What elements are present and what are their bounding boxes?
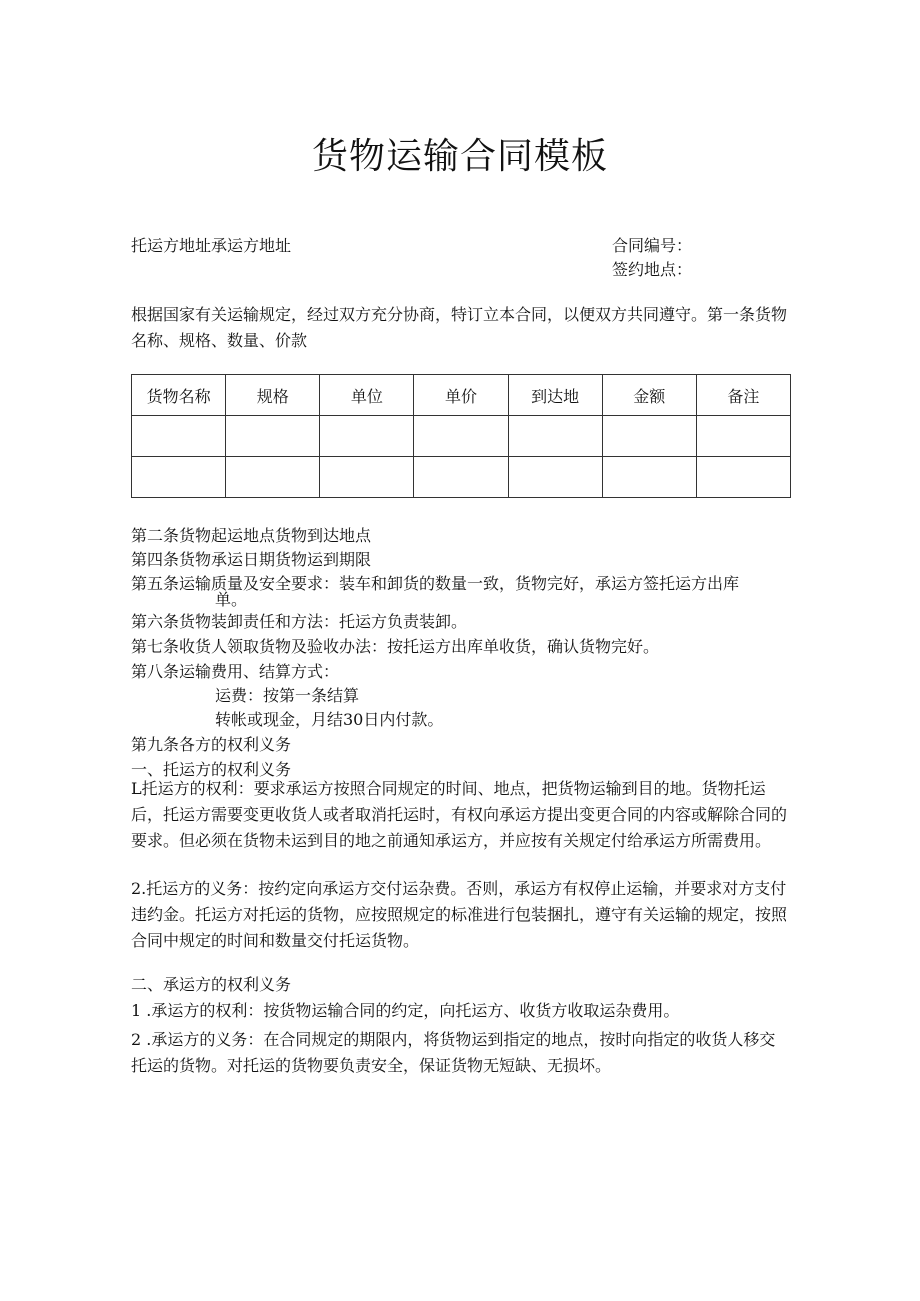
table-header-cell: 到达地	[508, 375, 602, 416]
article-6: 第六条货物装卸责任和方法：托运方负责装卸。	[131, 612, 468, 631]
section-1-paragraph-2: 2.托运方的义务：按约定向承运方交付运杂费。否则，承运方有权停止运输，并要求对方支付违约金。托运方对托运的货物，应按照规定的标准进行包装捆扎，遵守有关运输的规定，按照合同中规定的时间和数量交付托运货物。	[131, 879, 788, 950]
table-cell	[414, 416, 508, 457]
table-header-cell: 金额	[602, 375, 696, 416]
intro-paragraph: 根据国家有关运输规定，经过双方充分协商，特订立本合同，以便双方共同遵守。第一条货物名称、规格、数量、价款	[131, 305, 788, 350]
article-4: 第四条货物承运日期货物运到期限	[131, 550, 372, 569]
section-2-title: 二、承运方的权利义务	[131, 975, 292, 994]
table-cell	[602, 416, 696, 457]
sign-place-label: 签约地点：	[612, 260, 693, 279]
section-2-paragraph-2: 2 .承运方的义务：在合同规定的期限内，将货物运到指定的地点，按时向指定的收货人移交托运的货物。对托运的货物要负责安全，保证货物无短缺、无损坏。	[131, 1030, 776, 1075]
table-cell	[320, 416, 414, 457]
table-cell	[696, 457, 790, 498]
table-cell	[508, 457, 602, 498]
table-cell	[414, 457, 508, 498]
table-cell	[602, 457, 696, 498]
table-header-cell: 单价	[414, 375, 508, 416]
table-header-cell: 货物名称	[132, 375, 226, 416]
table-cell	[132, 457, 226, 498]
table-header-row	[132, 375, 791, 416]
table-cell	[132, 416, 226, 457]
article-8-freight: 运费：按第一条结算	[215, 686, 360, 705]
table-row	[132, 457, 791, 498]
article-5: 第五条运输质量及安全要求：装车和卸货的数量一致，货物完好，承运方签托运方出库	[131, 574, 740, 593]
table-header-cell: 备注	[696, 375, 790, 416]
table-cell	[696, 416, 790, 457]
header-addresses: 托运方地址承运方地址	[131, 236, 292, 255]
section-1-title: 一、托运方的权利义务	[131, 760, 292, 779]
contract-number-label: 合同编号：	[612, 236, 693, 255]
section-2-paragraph-1: 1 .承运方的权利：按货物运输合同的约定，向托运方、收货方收取运杂费用。	[131, 1001, 680, 1020]
table-cell	[320, 457, 414, 498]
article-7: 第七条收货人领取货物及验收办法：按托运方出库单收货，确认货物完好。	[131, 637, 660, 656]
document-title: 货物运输合同模板	[311, 136, 608, 177]
table-row	[132, 416, 791, 457]
table-header-cell: 单位	[320, 375, 414, 416]
goods-table	[131, 374, 791, 498]
table-cell	[508, 416, 602, 457]
section-1-paragraph-1: L托运方的权利：要求承运方按照合同规定的时间、地点，把货物运输到目的地。货物托运后，托运方需要变更收货人或者取消托运时，有权向承运方提出变更合同的内容或解除合同的要求。但必须在货物未运到目的地之前通知承运方，并应按有关规定付给承运方所需费用。	[131, 779, 788, 850]
table-cell	[226, 416, 320, 457]
table-cell	[226, 457, 320, 498]
article-8: 第八条运输费用、结算方式：	[131, 662, 340, 681]
article-9: 第九条各方的权利义务	[131, 735, 292, 754]
article-2: 第二条货物起运地点货物到达地点	[131, 526, 372, 545]
table-header-cell: 规格	[226, 375, 320, 416]
article-5-continuation: 单。	[215, 590, 248, 609]
article-8-payment: 转帐或现金，月结30日内付款。	[215, 710, 444, 729]
